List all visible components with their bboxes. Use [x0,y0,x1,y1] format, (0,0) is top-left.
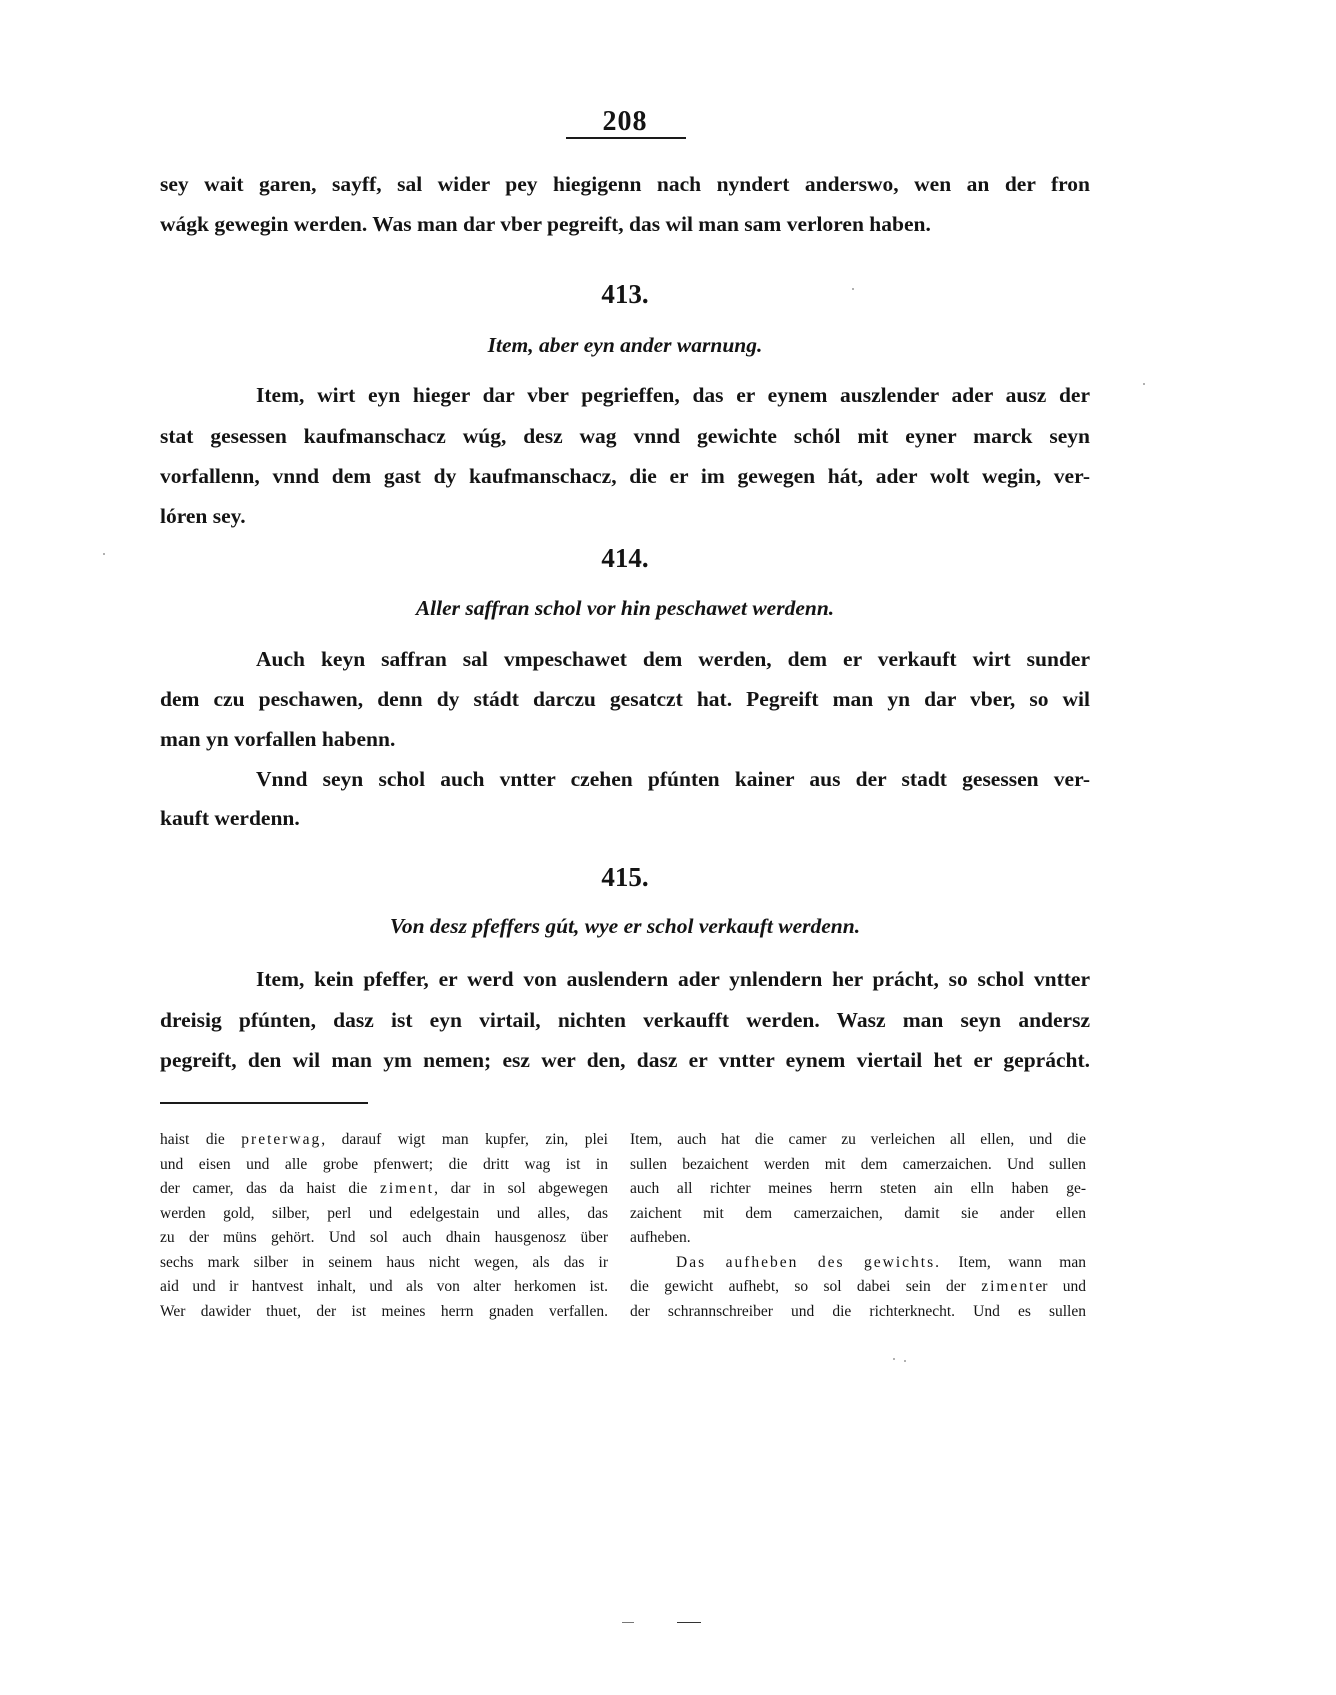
scan-speck [852,288,854,290]
paragraph-line: stat gesessen kaufmanschacz wúg, desz wag vnnd gewichte schól mit eyner marck seyn [160,424,1090,448]
spaced-term: preterwag [241,1131,322,1148]
footnote-line: aid und ir hantvest inhalt, und als von alter herkomen ist. [160,1278,608,1295]
footnote-separator [160,1102,368,1104]
scan-mark [622,1622,634,1623]
footnote-line: werden gold, silber, perl und edelgestain und alles, das [160,1204,608,1222]
paragraph-line: Item, wirt eyn hieger dar vber pegrieffen, das er eynem auszlender ader ausz der [256,383,1090,407]
paragraph-line: vorfallenn, vnnd dem gast dy kaufmanschacz, die er im gewegen hát, ader wolt wegin, ver- [160,464,1090,488]
section-title-414: Aller saffran schol vor hin peschawet werdenn. [415,596,835,620]
section-number-413: 413. [601,279,649,309]
footnote-line: sullen bezaichent werden mit dem camerzaichen. Und sullen [630,1155,1086,1173]
scan-speck [1143,383,1145,385]
footnote-line: Wer dawider thuet, der ist meines herrn gnaden verfallen. [160,1302,608,1320]
footnote-line: sechs mark silber in seinem haus nicht wegen, als das ir [160,1253,608,1271]
footnote-line: haist die preterwag, darauf wigt man kupfer, zin, plei [160,1131,608,1148]
paragraph-line: Vnnd seyn schol auch vntter czehen pfúnten kainer aus der stadt gesessen ver- [256,767,1090,791]
scan-speck [893,1358,895,1360]
footnote-line: der camer, das da haist die ziment, dar in sol abgewegen [160,1180,608,1197]
scan-speck [904,1360,906,1362]
page-number: 208 [602,106,648,137]
continuation-line: sey wait garen, sayff, sal wider pey hiegigenn nach nyndert anderswo, wen an der fron [160,172,1090,196]
footnote-line: zaichent mit dem camerzaichen, damit sie ander ellen [630,1204,1086,1222]
footnote-line: zu der müns gehört. Und sol auch dhain hausgenosz über [160,1229,608,1246]
paragraph-line: lóren sey. [160,504,246,528]
paragraph-line: man yn vorfallen habenn. [160,727,396,751]
paragraph-line: dem czu peschawen, denn dy stádt darczu gesatczt hat. Pegreift man yn dar vber, so wil [160,687,1090,711]
spaced-term: ziment [379,1180,435,1197]
footnote-line: aufheben. [630,1229,691,1246]
section-title-413: Item, aber eyn ander warnung. [487,333,763,357]
section-number-414: 414. [601,543,649,573]
section-title-415: Von desz pfeffers gút, wye er schol verkauft werdenn. [389,914,861,938]
footnote-line: und eisen und alle grobe pfenwert; die dritt wag ist in [160,1155,608,1173]
section-number-415: 415. [601,862,649,892]
spaced-term: ziment [981,1278,1036,1295]
footnote-line: Item, auch hat die camer zu verleichen all ellen, und die [630,1131,1086,1148]
footnote-line: Das aufheben des gewichts. Item, wann man [676,1253,1086,1271]
footnote-line: der schrannschreiber und die richterknecht. Und es sullen [630,1302,1086,1320]
scan-speck [103,553,105,555]
footnote-line: die gewicht aufhebt, so sol dabei sein der zimenter und [630,1278,1086,1295]
footnote-line: auch all richter meines herrn steten ain elln haben ge- [630,1180,1086,1197]
scan-mark [677,1622,701,1623]
paragraph-line: dreisig pfúnten, dasz ist eyn virtail, nichten verkaufft werden. Wasz man seyn andersz [160,1008,1090,1032]
continuation-line: wágk gewegin werden. Was man dar vber pegreift, das wil man sam verloren haben. [160,212,931,236]
paragraph-line: Item, kein pfeffer, er werd von auslendern ader ynlendern her prácht, so schol vntter [256,967,1090,991]
paragraph-line: pegreift, den wil man ym nemen; esz wer den, dasz er vntter eynem viertail het er geprácht. [160,1048,1090,1072]
page-number-rule [566,137,686,139]
paragraph-line: Auch keyn saffran sal vmpeschawet dem werden, dem er verkauft wirt sunder [256,647,1090,671]
paragraph-line: kauft werdenn. [160,806,300,830]
spaced-term: Das aufheben des gewichts. [676,1253,941,1271]
